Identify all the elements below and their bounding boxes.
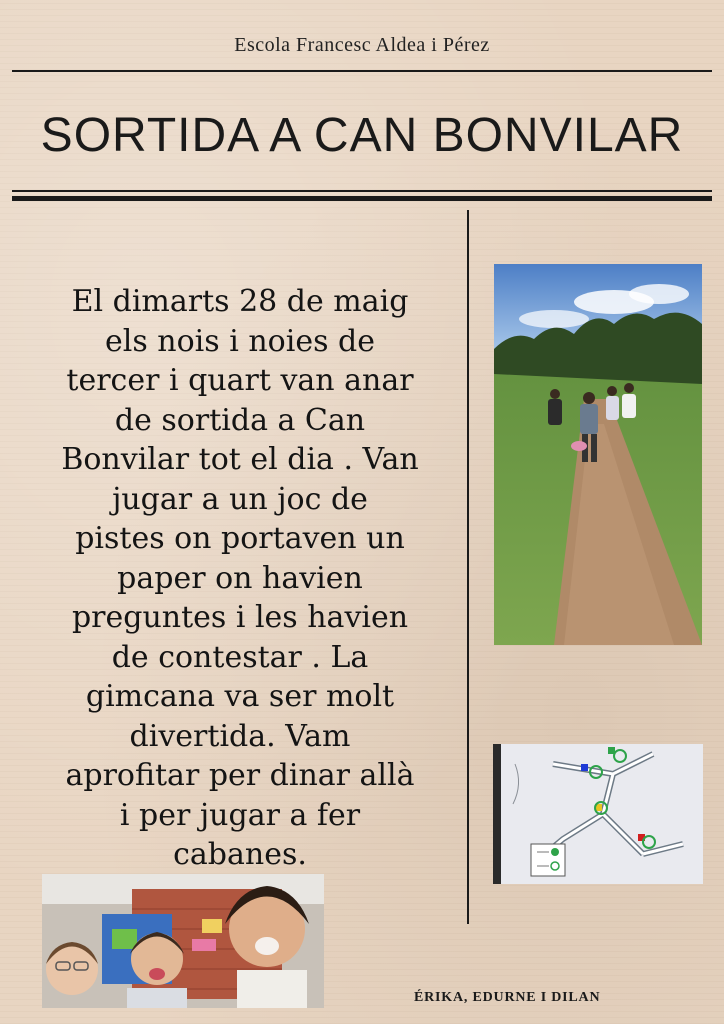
column-divider xyxy=(467,210,469,924)
title-divider-thick xyxy=(12,196,712,201)
school-name: Escola Francesc Aldea i Pérez xyxy=(234,34,490,56)
title-divider-thin xyxy=(12,190,712,192)
top-divider xyxy=(12,70,712,72)
path-photo xyxy=(494,264,702,645)
authors-credit: ÉRIKA, EDURNE I DILAN xyxy=(414,990,601,1005)
page-title: SORTIDA A CAN BONVILAR xyxy=(40,109,684,162)
kids-selfie-photo xyxy=(42,874,324,1008)
article-text: El dimarts 28 de maig els nois i noies de tercer i quart van anar de sortida a Can Bonvilar tot el dia . Van jugar a un joc de pistes on portaven un paper on havien preguntes i les havien de contestar . La gimcana va ser molt divertida. Vam aprofitar per dinar allà i per jugar a fer cabanes. xyxy=(61,284,419,872)
map-photo xyxy=(493,744,703,884)
